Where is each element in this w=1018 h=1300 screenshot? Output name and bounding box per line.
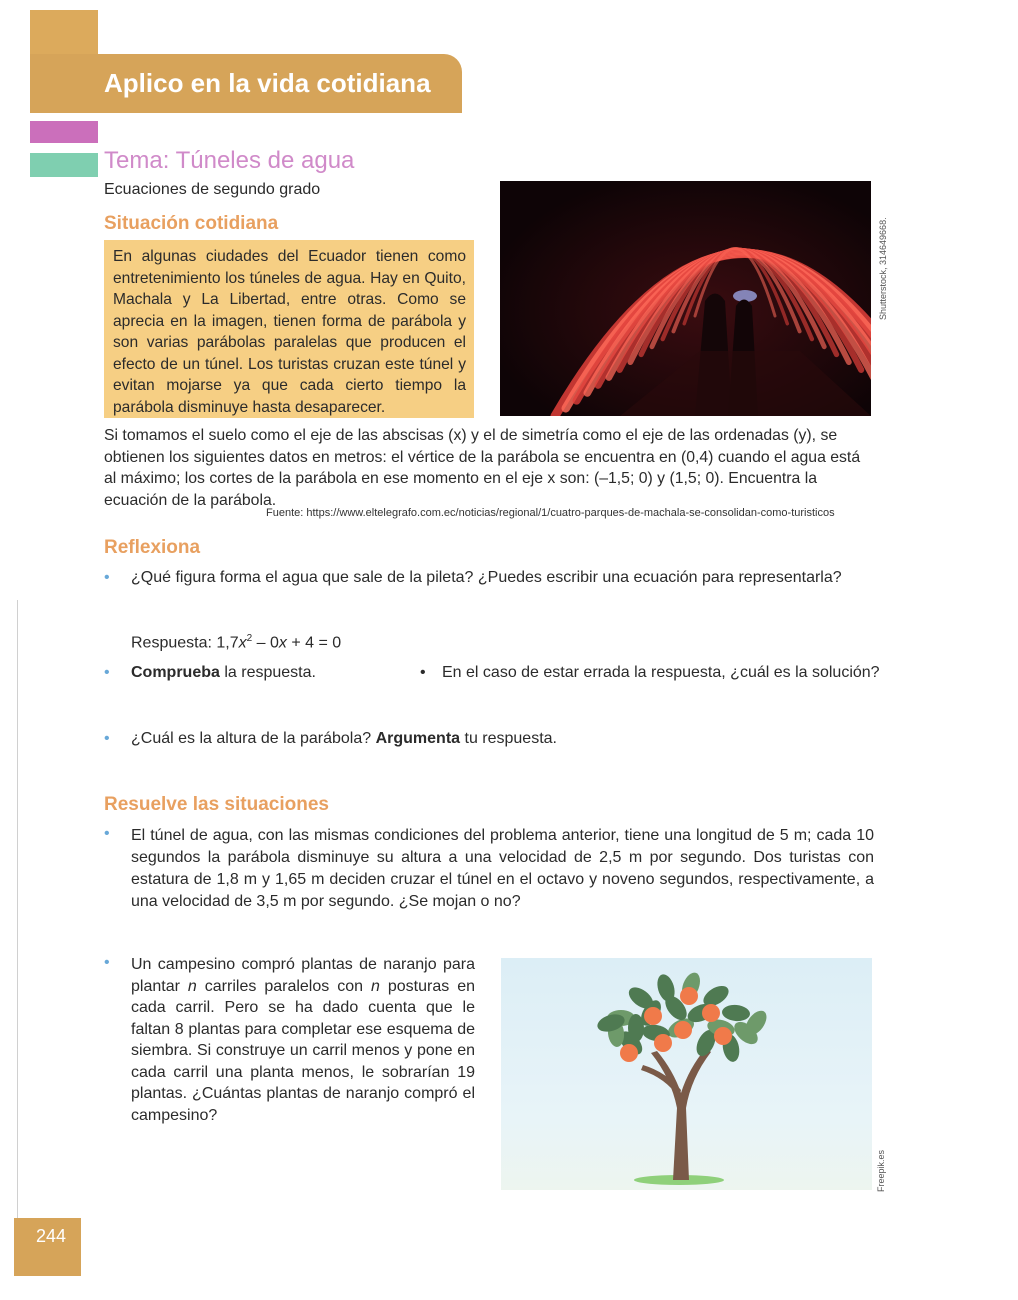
campesino-text-a: Un campesino compró plantas de naranjo para plantar — [131, 956, 475, 995]
reflexiona-question-2 — [131, 664, 316, 682]
answer-var-x: x — [238, 634, 247, 652]
problem-statement: Si tomamos el suelo como el eje de las abscisas (x) y el de simetría como el eje de las ordenadas (y), se obtienen los siguientes datos en metros: el vértice de la parábola se encuentra en (0,4) cuando el agua está al máximo; los cortes de la parábola en ese momento en el eje x son: (–1,5; 0) y (1,5; 0). Encuentra la ecuación de la parábola. — [104, 427, 861, 509]
green-accent-bar — [30, 153, 98, 177]
orange-fruit — [674, 1021, 692, 1039]
pink-accent-bar — [30, 121, 98, 143]
orange-fruit — [714, 1027, 732, 1045]
tree-credit: Freepik.es — [876, 1149, 886, 1192]
resuelve-item-campesino — [131, 954, 475, 1126]
situacion-text: En algunas ciudades del Ecuador tienen como entretenimiento los túneles de agua. Hay en Quito, Machala y La Libertad, entre otras. Como se aprecia en la imagen, tienen forma de parábola y son varias parábolas paralelas que producen el efecto de un túnel. Los turistas cruzan este túnel y evitan mojarse ya que cada cierto tiempo la parábola disminuye hasta desaparecer. — [113, 248, 466, 416]
orange-tree-icon — [501, 958, 872, 1190]
orange-fruit — [620, 1044, 638, 1062]
altura-question: ¿Cuál es la altura de la parábola? — [131, 730, 376, 747]
topic-title: Tema: Túneles de agua — [104, 147, 355, 174]
margin-rule — [17, 600, 18, 1220]
argumenta-bold: Argumenta — [375, 730, 461, 747]
argumenta-rest: tu respuesta. — [460, 730, 557, 747]
reflexiona-heading: Reflexiona — [104, 537, 201, 558]
resuelve-heading: Resuelve las situaciones — [104, 794, 329, 815]
answer-part-2: + 4 = 0 — [286, 634, 342, 652]
campesino-text-b: carriles paralelos con — [196, 977, 371, 995]
situacion-heading: Situación cotidiana — [104, 213, 279, 234]
topic-subtitle: Ecuaciones de segundo grado — [104, 181, 321, 198]
water-tunnel-photo — [500, 181, 871, 416]
page-number: 244 — [36, 1226, 67, 1246]
bullet-icon: • — [104, 569, 110, 586]
comprueba-rest: la respuesta. — [219, 664, 316, 681]
answer-part: – 0 — [252, 634, 279, 652]
resuelve-item-tunel: El túnel de agua, con las mismas condiciones del problema anterior, tiene una longitud de 5 m; cada 10 segundos la parábola disminuye su altura a una velocidad de 2,5 m por segundo. Dos turistas con estatura de 1,8 m y 1,65 m deciden cruzar el túnel en el octavo y noveno segundos, respectivamente, a una velocidad de 3,5 m por segundo. ¿Se mojan o no? — [131, 827, 874, 910]
orange-tree-illustration — [501, 958, 872, 1190]
answer-exponent: 2 — [246, 633, 253, 644]
leaf — [721, 1004, 750, 1022]
photo-credit: Shutterstock, 314649668. — [878, 217, 888, 320]
orange-fruit — [680, 987, 698, 1005]
comprueba-bold: Comprueba — [131, 664, 220, 681]
orange-fruit — [644, 1007, 662, 1025]
water-tunnel-illustration — [500, 181, 871, 416]
bullet-icon: • — [104, 825, 110, 842]
answer-label: Respuesta: 1,7 — [131, 634, 239, 652]
situacion-text-box — [104, 240, 474, 418]
var-n-2: n — [370, 977, 380, 995]
orange-fruit — [654, 1034, 672, 1052]
bullet-icon: • — [104, 954, 110, 971]
reflexiona-question-1: ¿Qué figura forma el agua que sale de la pileta? ¿Puedes escribir una ecuación para representarla? — [131, 569, 842, 586]
source-citation: Fuente: https://www.eltelegrafo.com.ec/noticias/regional/1/cuatro-parques-de-machala-se-consolidan-como-turisticos — [266, 507, 835, 519]
bullet-icon: • — [420, 664, 426, 681]
reflexiona-question-4 — [131, 730, 557, 748]
bullet-icon: • — [104, 664, 110, 681]
var-n: n — [187, 977, 197, 995]
campesino-text-c: posturas en cada carril. Pero se ha dado cuenta que le faltan 8 plantas para completar ese esquema de siembra. Si construye un carril menos y pone en cada carril una planta menos, le sobrarían 19 plantas. ¿Cuántas plantas de naranjo compró el campesino? — [131, 977, 475, 1124]
bullet-icon: • — [104, 730, 110, 747]
page-title: Aplico en la vida cotidiana — [104, 68, 431, 98]
orange-fruit — [702, 1004, 720, 1022]
answer-var-x-2: x — [278, 634, 287, 652]
answer-line — [131, 633, 341, 652]
reflexiona-question-3: En el caso de estar errada la respuesta, ¿cuál es la solución? — [442, 664, 880, 681]
